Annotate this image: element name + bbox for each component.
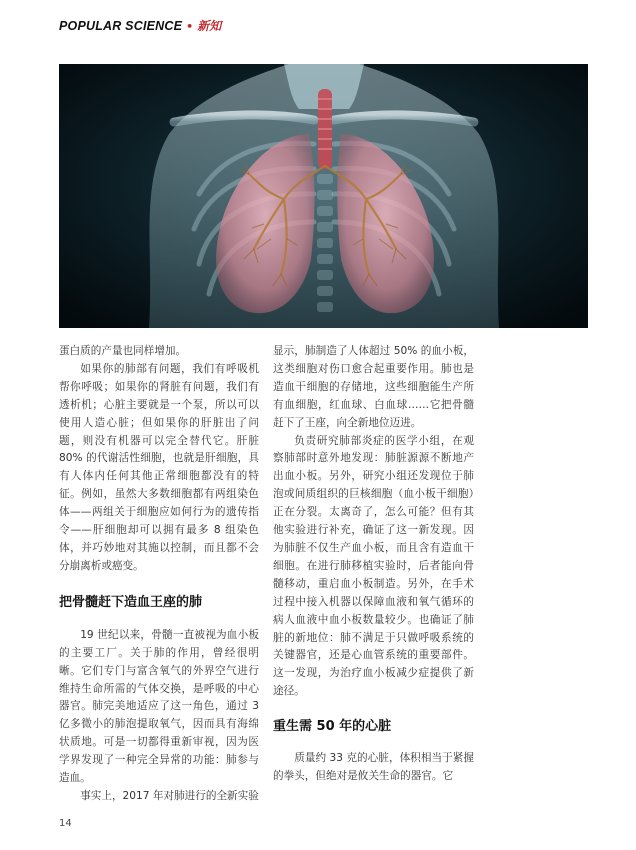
lungs-xray-illustration xyxy=(59,64,588,328)
magazine-brand: POPULAR SCIENCE xyxy=(59,19,183,33)
page-number: 14 xyxy=(59,818,72,829)
article-column-right xyxy=(273,343,474,786)
lungs-xray-image xyxy=(59,64,588,328)
paragraph: 显示，肺制造了人体超过 50% 的血小板，这类细胞对伤口愈合起重要作用。肺也是造血干细胞的存储地，这些细胞能生产所有血细胞，红血球、白血球……它把骨髓赶下了王座，向全新地位迈进。 xyxy=(273,345,474,429)
paragraph: 如果你的肺部有问题，我们有呼吸机帮你呼吸；如果你的肾脏有问题，我们有透析机；心脏主要就是一个泵，所以可以使用人造心脏；但如果你的肝脏出了问题，则没有机器可以完全替代它。肝脏 80% 的代谢活性细胞，也就是肝细胞，具有人体内任何其他正常细胞都没有的特征。例如，虽然大多数细胞都有两组染色体——两组关于细胞应如何行为的遗传指令——肝细胞却可以拥有最多 8 组染色体，并巧妙地对其施以控制，而且都不会分崩离析或癌变。 xyxy=(59,362,259,572)
paragraph: 负责研究肺部炎症的医学小组，在观察肺部时意外地发现：肺脏源源不断地产出血小板。另外，研究小组还发现位于肺泡或间质组织的巨核细胞（血小板干细胞）正在分裂。太离奇了，怎么可能？但有其他实验进行补充，确证了这一新发现。因为肺脏不仅生产血小板，而且含有造血干细胞。在进行肺移植实验时，后者能向骨髓移动，重启血小板制造。另外，在手术过程中接入机器以保障血液和氧气循环的病人血液中血小板数量较少。也确证了肺脏的新地位：肺不满足于只做呼吸系统的关键器官，还是心血管系统的重要部件。这一发现，为治疗血小板减少症提供了新途径。 xyxy=(273,434,474,698)
section-heading: 重生需 50 年的心脏 xyxy=(273,719,392,735)
masthead xyxy=(59,17,221,35)
paragraph: 质量约 33 克的心脏，体积相当于紧握的拳头，但绝对是攸关生命的器官。它 xyxy=(273,752,474,783)
masthead-separator: • xyxy=(186,20,194,33)
section-heading: 把骨髓赶下造血王座的肺 xyxy=(59,594,203,610)
paragraph: 事实上，2017 年对肺进行的全新实验 xyxy=(80,789,259,802)
section-label: 新知 xyxy=(197,19,222,33)
paragraph: 蛋白质的产量也同样增加。 xyxy=(59,345,187,357)
article-column-left xyxy=(59,343,259,806)
paragraph: 19 世纪以来，骨髓一直被视为血小板的主要工厂。关于肺的作用，曾经很明晰。它们专门与富含氧气的外界空气进行维持生命所需的气体交换，是呼吸的中心器官。肺完美地适应了这一角色，通过 3 亿多微小的肺泡提取氧气，因而具有海绵状质地。可是一切都得重新审视，因为医学界发现了一种完全异常的功能：肺参与造血。 xyxy=(59,628,259,785)
